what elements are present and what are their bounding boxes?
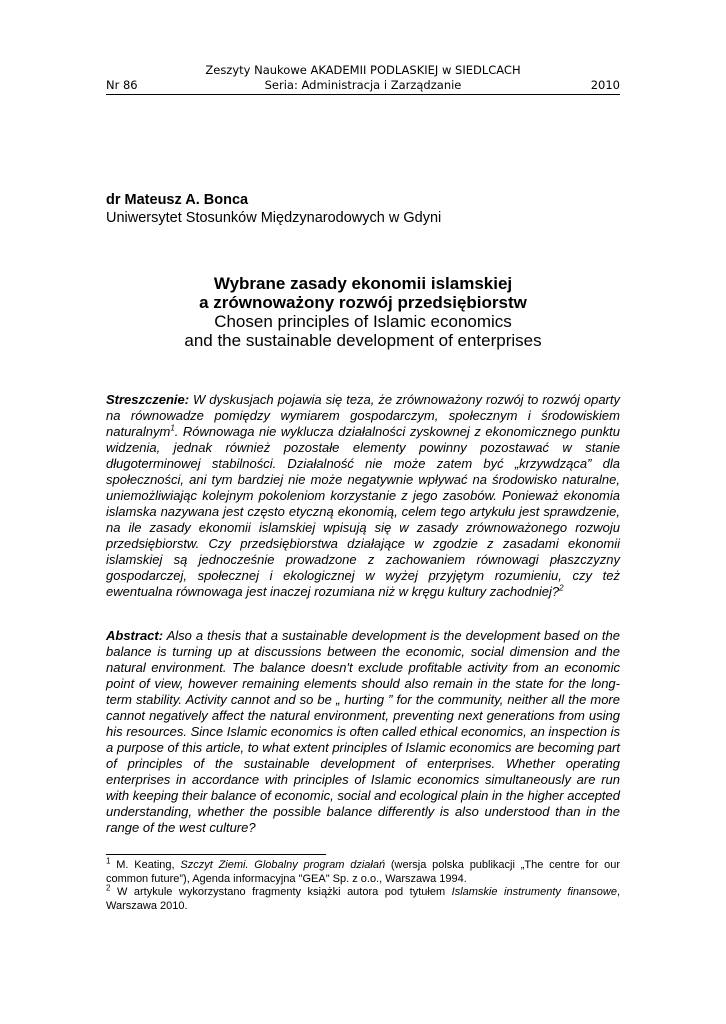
title-en-line-1: Chosen principles of Islamic economics — [214, 312, 512, 331]
title-pl-line-2: a zrównoważony rozwój przedsiębiorstw — [199, 293, 527, 312]
footnote-ref-1[interactable]: 1 — [170, 423, 175, 433]
abstract-polish — [106, 392, 620, 600]
abstract-pl-text-2: . Równowaga nie wyklucza działalności zyskownej z ekonomicznego punktu widzenia, jednak również pozostałe elementy powinny pozostawać w stanie długoterminowej stabilności. Działalność nie może zatem być „krzywdząca” dla społeczności, ani tym bardziej nie może negatywnie wpływać na środowisko naturalne, uniemożliwiając kolejnym pokoleniom korzystanie z jego zasobów. Ponieważ ekonomia islamska nazywana jest często etyczną ekonomią, celem tego artykułu jest sprawdzenie, na ile zasady ekonomii islamskiej wpisują się w zasady zrównoważonego rozwoju przedsiębiorstw. Czy przedsiębiorstwa działające w zgodzie z zasadami ekonomii islamskiej są jednocześnie prowadzone z zachowaniem równowagi płaszczyzny gospodarczej, społecznej i ekologicznej w wyżej przyjętym rozumieniu, czy też ewentualna równowaga jest inaczej rozumiana niż w kręgu kultury zachodniej? — [106, 424, 620, 599]
footnotes — [106, 856, 621, 913]
abstract-english — [106, 628, 620, 836]
footnote-text: M. Keating, — [110, 859, 181, 871]
abstract-en-label: Abstract: — [106, 628, 164, 643]
footnote-2 — [106, 883, 621, 913]
running-header — [106, 78, 620, 93]
footnote-number: 2 — [106, 883, 111, 893]
footnote-ref-2[interactable]: 2 — [559, 583, 564, 593]
title-en-line-2: and the sustainable development of enterprises — [184, 331, 542, 350]
footnote-text: , Warszawa 2010. — [106, 886, 621, 912]
publication-year: 2010 — [590, 78, 620, 92]
footnote-1 — [106, 856, 620, 886]
footnote-text: (wersja polska publikacji „The centre for our common future”), Agenda informacyjna "GEA" Sp. z o.o., Warszawa 1994. — [106, 859, 620, 885]
footnote-cited-title: Szczyt Ziemi. Globalny program działań — [180, 859, 386, 871]
footnote-number: 1 — [106, 856, 111, 866]
footnote-text: W artykule wykorzystano fragmenty książki autora pod tytułem — [110, 886, 452, 898]
abstract-pl-text-1: W dyskusjach pojawia się teza, że zrównoważony rozwój to rozwój oparty na równowadze pomiędzy wymiarem gospodarczym, społecznym i środowiskiem naturalnym — [106, 392, 620, 439]
abstract-en-text: Also a thesis that a sustainable development is the development based on the balance is turning up at discussions between the economic, social dimension and the natural environment. The balance doesn't exclude profitable activity from an economic point of view, however remaining elements should also remain in the state for the long-term stability. Activity cannot and so be „ hurting ” for the community, neither all the more cannot negatively affect the natural environment, preventing next generations from using his resources. Since Islamic economics is often called ethical economics, an inspection is a purpose of this article, to what extent principles of Islamic economics are becoming part of principles of the sustainable development of enterprises. Whether operating enterprises in accordance with principles of Islamic economics simultaneously are run with keeping their balance of economic, social and ecological plain in the higher accepted understanding, whether the possible balance differently is also understood than in the range of the west culture? — [106, 628, 620, 835]
title-pl-line-1: Wybrane zasady ekonomii islamskiej — [213, 274, 513, 293]
author-block — [106, 191, 441, 227]
journal-name: Zeszyty Naukowe AKADEMII PODLASKIEJ w SIEDLCACH — [205, 63, 521, 77]
footnote-cited-title: Islamskie instrumenty finansowe — [451, 886, 617, 898]
author-affiliation: Uniwersytet Stosunków Międzynarodowych w Gdyni — [106, 210, 442, 226]
header-divider — [106, 94, 620, 95]
article-titles — [106, 274, 620, 350]
journal-series: Seria: Administracja i Zarządzanie — [264, 78, 462, 92]
footnote-divider — [106, 854, 326, 855]
issue-number: Nr 86 — [106, 78, 138, 92]
abstract-pl-label: Streszczenie: — [106, 392, 190, 407]
author-name: dr Mateusz A. Bonca — [106, 192, 249, 208]
